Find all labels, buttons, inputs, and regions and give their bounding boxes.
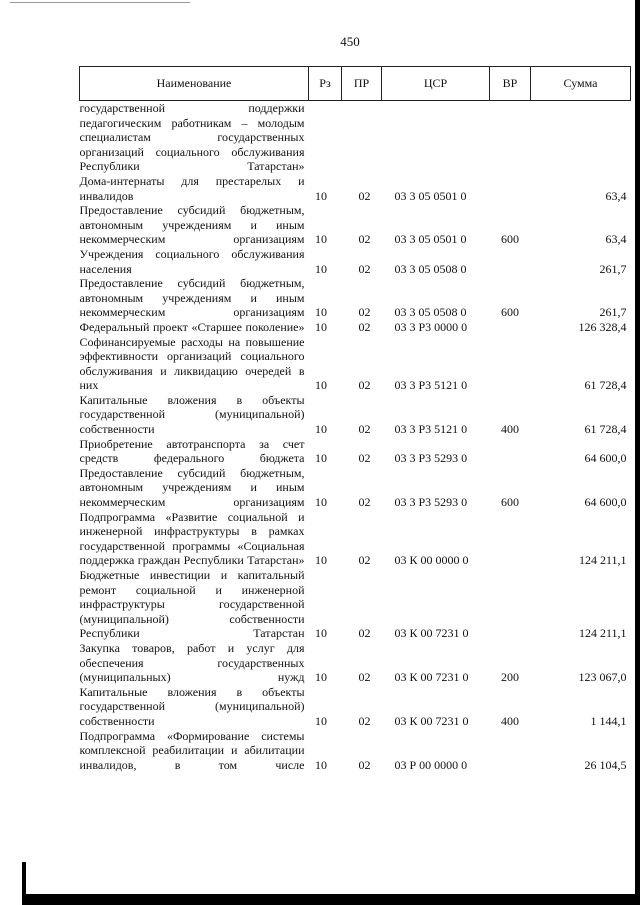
cell-pr-text: 02 — [358, 378, 371, 393]
cell-csr — [382, 320, 490, 335]
cell-sum-text: 124 211,1 — [578, 553, 627, 568]
cell-csr-text: 03 3 P3 5121 0 — [394, 422, 468, 437]
cell-name-text: Капитальные вложения в объекты государственной (муниципальной) собственности — [79, 684, 305, 728]
cell-sum — [531, 320, 631, 335]
table-row — [80, 174, 631, 203]
cell-rz-text: 10 — [315, 305, 327, 320]
table-row — [80, 729, 631, 773]
cell-name — [80, 466, 309, 510]
cell-csr-text: 03 Р 00 0000 0 — [394, 757, 468, 772]
scan-border-right — [635, 0, 640, 905]
cell-vr-text: 600 — [501, 305, 519, 320]
cell-vr-text: 400 — [501, 713, 519, 728]
cell-vr — [490, 437, 531, 466]
cell-csr — [382, 729, 490, 773]
cell-vr — [490, 466, 531, 510]
cell-rz-text: 10 — [315, 553, 327, 568]
cell-rz-text: 10 — [315, 626, 327, 641]
cell-name-text: Предоставление субсидий бюджетным, автономным учреждениям и иным некоммерческим организациям — [79, 276, 305, 320]
cell-vr — [490, 276, 531, 320]
cell-pr — [342, 101, 382, 174]
cell-rz-text: 10 — [315, 378, 327, 393]
cell-vr — [490, 393, 531, 437]
cell-name — [80, 729, 309, 773]
cell-sum-text: 63,4 — [605, 188, 627, 203]
cell-name — [80, 320, 309, 335]
cell-csr — [382, 335, 490, 393]
table-row — [80, 247, 631, 276]
cell-vr-text: 400 — [501, 422, 519, 437]
cell-pr-text: 02 — [358, 670, 371, 685]
cell-rz-text: 10 — [315, 319, 327, 334]
cell-name — [80, 437, 309, 466]
cell-name-text: Федеральный проект «Старшее поколение» — [79, 319, 305, 334]
cell-name — [80, 174, 309, 203]
cell-pr — [342, 729, 382, 773]
cell-vr — [490, 203, 531, 247]
cell-rz-text: 10 — [315, 232, 327, 247]
cell-vr — [490, 685, 531, 729]
table-row — [80, 203, 631, 247]
cell-name-text: Подпрограмма «Формирование системы комплексной реабилитации и абилитации инвалидов, в том числе — [79, 728, 305, 772]
cell-rz — [309, 641, 342, 685]
cell-pr-text: 02 — [358, 626, 371, 641]
cell-rz — [309, 320, 342, 335]
budget-table — [79, 66, 631, 772]
cell-rz — [309, 247, 342, 276]
cell-name-text: Дома-интернаты для престарелых и инвалидов — [79, 173, 305, 203]
cell-csr — [382, 685, 490, 729]
cell-pr — [342, 568, 382, 641]
cell-csr — [382, 276, 490, 320]
cell-csr — [382, 174, 490, 203]
cell-pr-text: 02 — [358, 713, 371, 728]
cell-name — [80, 510, 309, 568]
cell-pr — [342, 393, 382, 437]
cell-sum — [531, 568, 631, 641]
table-row — [80, 320, 631, 335]
cell-rz — [309, 174, 342, 203]
cell-vr-text: 600 — [501, 495, 519, 510]
cell-name-text: государственной поддержки педагогическим работникам – молодым специалистам государственных организаций социального обслуживания Республики Татарстан» — [79, 101, 305, 174]
cell-sum — [531, 203, 631, 247]
header-pr: ПР — [342, 67, 382, 101]
cell-name — [80, 203, 309, 247]
cell-pr-text: 02 — [358, 261, 371, 276]
cell-csr-text: 03 3 P3 5121 0 — [394, 378, 468, 393]
table-body — [80, 101, 631, 773]
cell-rz-text: 10 — [315, 670, 327, 685]
cell-rz-text: 10 — [315, 188, 327, 203]
cell-sum-text: 61 728,4 — [584, 422, 627, 437]
cell-vr — [490, 641, 531, 685]
cell-rz — [309, 276, 342, 320]
cell-sum-text: 1 144,1 — [590, 713, 627, 728]
cell-vr — [490, 510, 531, 568]
cell-sum — [531, 466, 631, 510]
table-row — [80, 393, 631, 437]
cell-csr-text: 03 К 00 7231 0 — [394, 670, 469, 685]
cell-name — [80, 641, 309, 685]
cell-rz-text: 10 — [315, 757, 327, 772]
cell-csr-text: 03 3 P3 0000 0 — [394, 319, 468, 334]
cell-sum — [531, 393, 631, 437]
cell-sum-text: 64 600,0 — [584, 495, 627, 510]
cell-pr-text: 02 — [358, 319, 371, 334]
cell-rz — [309, 335, 342, 393]
cell-pr — [342, 335, 382, 393]
cell-sum — [531, 685, 631, 729]
cell-csr-text: 03 К 00 7231 0 — [394, 713, 469, 728]
cell-name-text: Закупка товаров, работ и услуг для обеспечения государственных (муниципальных) нужд — [79, 640, 305, 685]
cell-csr-text: 03 3 05 0501 0 — [394, 188, 467, 203]
page-number: 450 — [340, 34, 360, 49]
cell-rz — [309, 466, 342, 510]
cell-rz-text: 10 — [315, 261, 327, 276]
cell-sum-text: 63,4 — [605, 232, 627, 247]
cell-name-text: Подпрограмма «Развитие социальной и инженерной инфраструктуры в рамках государственной программы «Социальная поддержка граждан Республики Татарстан» — [79, 509, 305, 568]
cell-name-text: Капитальные вложения в объекты государственной (муниципальной) собственности — [79, 392, 305, 437]
cell-name — [80, 335, 309, 393]
cell-name-text: Учреждения социального обслуживания населения — [79, 246, 305, 276]
cell-sum — [531, 276, 631, 320]
cell-csr-text: 03 3 05 0508 0 — [394, 261, 467, 276]
cell-csr — [382, 247, 490, 276]
cell-csr — [382, 393, 490, 437]
cell-pr — [342, 320, 382, 335]
cell-rz — [309, 101, 342, 174]
cell-pr-text: 02 — [358, 305, 371, 320]
scan-border-left — [22, 862, 26, 896]
scan-border-bottom — [22, 894, 640, 905]
cell-pr-text: 02 — [358, 757, 371, 772]
cell-sum — [531, 510, 631, 568]
cell-sum — [531, 101, 631, 174]
cell-csr-text: 03 3 P3 5293 0 — [394, 451, 468, 466]
cell-csr — [382, 437, 490, 466]
cell-csr-text: 03 3 05 0501 0 — [394, 232, 467, 247]
cell-pr — [342, 437, 382, 466]
cell-sum-text: 126 328,4 — [578, 319, 627, 334]
cell-name — [80, 247, 309, 276]
cell-pr — [342, 466, 382, 510]
cell-csr — [382, 641, 490, 685]
cell-name-text: Предоставление субсидий бюджетным, автономным учреждениям и иным некоммерческим организациям — [79, 465, 305, 510]
table-row — [80, 276, 631, 320]
table-row — [80, 466, 631, 510]
cell-rz — [309, 203, 342, 247]
cell-csr-text: 03 3 P3 5293 0 — [394, 495, 468, 510]
cell-csr — [382, 568, 490, 641]
cell-vr — [490, 174, 531, 203]
cell-pr — [342, 174, 382, 203]
cell-pr-text: 02 — [358, 188, 371, 203]
cell-sum-text: 61 728,4 — [584, 378, 627, 393]
cell-sum — [531, 641, 631, 685]
cell-rz — [309, 510, 342, 568]
header-rz: Рз — [309, 67, 342, 101]
cell-rz — [309, 568, 342, 641]
cell-vr — [490, 568, 531, 641]
header-csr: ЦСР — [382, 67, 490, 101]
cell-sum — [531, 335, 631, 393]
cell-rz — [309, 729, 342, 773]
table-row — [80, 101, 631, 174]
cell-csr — [382, 510, 490, 568]
cell-rz-text: 10 — [315, 451, 327, 466]
cell-name — [80, 685, 309, 729]
cell-csr-text: 03 К 00 7231 0 — [394, 626, 469, 641]
table-row — [80, 335, 631, 393]
cell-name-text: Приобретение автотранспорта за счет средств федерального бюджета — [79, 436, 305, 466]
cell-pr-text: 02 — [358, 422, 371, 437]
cell-pr — [342, 276, 382, 320]
cell-csr-text: 03 3 05 0508 0 — [394, 305, 467, 320]
cell-sum-text: 261,7 — [599, 305, 627, 320]
cell-rz — [309, 437, 342, 466]
cell-csr-text: 03 К 00 0000 0 — [394, 553, 469, 568]
cell-vr — [490, 335, 531, 393]
table-row — [80, 437, 631, 466]
cell-sum — [531, 729, 631, 773]
cell-vr — [490, 320, 531, 335]
cell-sum-text: 261,7 — [599, 261, 627, 276]
cell-rz — [309, 685, 342, 729]
cell-pr — [342, 685, 382, 729]
cell-rz-text: 10 — [315, 713, 327, 728]
cell-pr — [342, 641, 382, 685]
cell-name — [80, 568, 309, 641]
table-row — [80, 510, 631, 568]
cell-vr — [490, 729, 531, 773]
cell-rz-text: 10 — [315, 422, 327, 437]
cell-rz-text: 10 — [315, 495, 327, 510]
table-row — [80, 568, 631, 641]
table-row — [80, 685, 631, 729]
header-name: Наименование — [80, 67, 309, 101]
cell-vr-text: 600 — [501, 232, 519, 247]
cell-name — [80, 393, 309, 437]
header-vr: ВР — [490, 67, 531, 101]
cell-sum — [531, 437, 631, 466]
cell-sum-text: 124 211,1 — [578, 626, 627, 641]
cell-name-text: Софинансируемые расходы на повышение эффективности организаций социального обслуживания и ликвидацию очередей в них — [79, 334, 305, 393]
cell-pr-text: 02 — [358, 495, 371, 510]
scan-top-mark — [10, 2, 190, 3]
cell-sum-text: 26 104,5 — [584, 757, 627, 772]
cell-name-text: Бюджетные инвестиции и капитальный ремонт социальной и инженерной инфраструктуры государственной (муниципальной) собственности Республики Татарстан — [79, 568, 305, 641]
cell-sum-text: 123 067,0 — [578, 670, 627, 685]
cell-vr — [490, 101, 531, 174]
cell-csr — [382, 101, 490, 174]
table-header-row — [80, 67, 631, 101]
cell-sum — [531, 174, 631, 203]
header-sum: Сумма — [531, 67, 631, 101]
cell-csr — [382, 466, 490, 510]
cell-sum — [531, 247, 631, 276]
cell-name — [80, 101, 309, 174]
cell-vr-text: 200 — [501, 670, 519, 685]
cell-pr — [342, 510, 382, 568]
cell-pr-text: 02 — [358, 232, 371, 247]
cell-vr — [490, 247, 531, 276]
cell-rz — [309, 393, 342, 437]
cell-name-text: Предоставление субсидий бюджетным, автономным учреждениям и иным некоммерческим организациям — [79, 203, 305, 247]
cell-pr-text: 02 — [358, 553, 371, 568]
cell-pr-text: 02 — [358, 451, 371, 466]
cell-csr — [382, 203, 490, 247]
cell-sum-text: 64 600,0 — [584, 451, 627, 466]
cell-pr — [342, 247, 382, 276]
table-row — [80, 641, 631, 685]
cell-pr — [342, 203, 382, 247]
cell-name — [80, 276, 309, 320]
